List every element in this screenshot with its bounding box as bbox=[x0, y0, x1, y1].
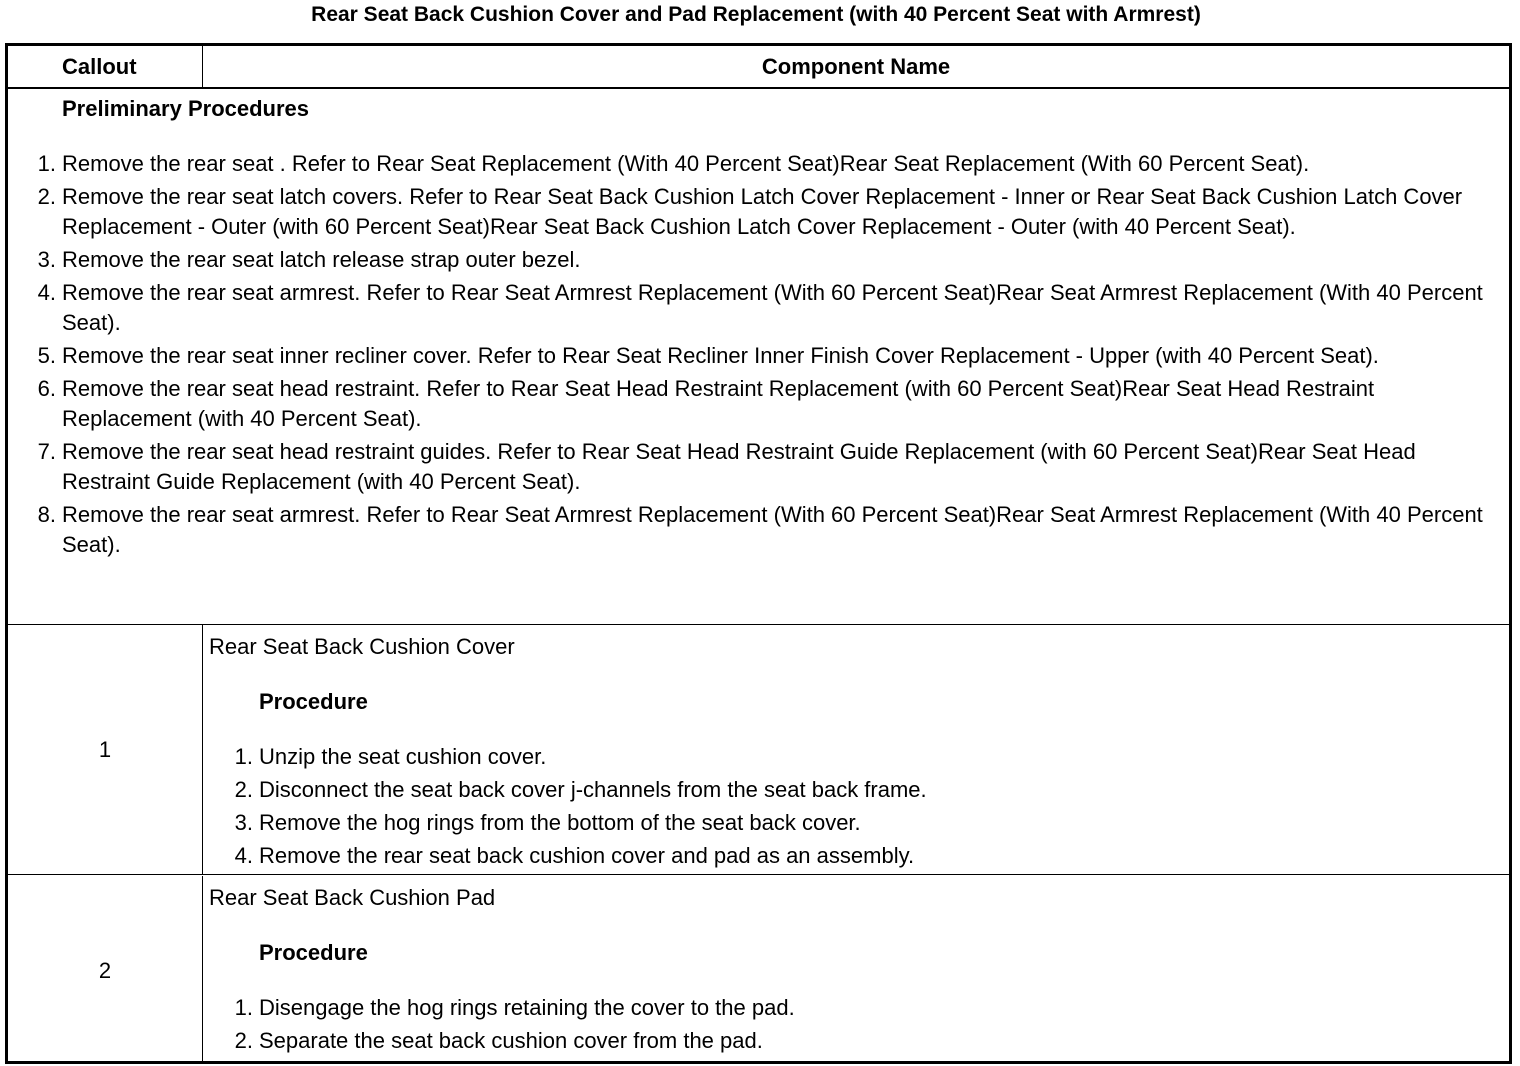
table-header-row bbox=[8, 46, 1509, 89]
list-item bbox=[37, 245, 1502, 275]
step-number: 2. bbox=[234, 777, 253, 802]
step-number: 8. bbox=[37, 502, 56, 527]
callout-column-header bbox=[8, 46, 203, 87]
list-item bbox=[37, 182, 1502, 242]
step-number: 2. bbox=[37, 184, 56, 209]
list-item bbox=[37, 437, 1502, 497]
step-number: 4. bbox=[37, 280, 56, 305]
step-text: Remove the rear seat head restraint guides. Refer to Rear Seat Head Restraint Guide Replacement (with 60 Percent Seat)Rear Seat Head Restraint Guide Replacement (with 40 Percent Seat). bbox=[62, 439, 1416, 494]
callout-header-label: Callout bbox=[62, 54, 137, 79]
callout-cell bbox=[8, 625, 203, 874]
list-item bbox=[234, 1026, 1499, 1056]
procedure-steps-list bbox=[234, 742, 1499, 874]
step-text: Remove the hog rings from the bottom of the seat back cover. bbox=[259, 810, 861, 835]
step-text: Remove the rear seat head restraint. Refer to Rear Seat Head Restraint Replacement (with 60 Percent Seat)Rear Seat Head Restraint Replacement (with 40 Percent Seat). bbox=[62, 376, 1375, 431]
component-name: Rear Seat Back Cushion Cover bbox=[209, 634, 515, 659]
list-item bbox=[234, 808, 1499, 838]
list-item bbox=[37, 278, 1502, 338]
document-title: Rear Seat Back Cushion Cover and Pad Replacement (with 40 Percent Seat with Armrest) bbox=[311, 3, 1201, 26]
step-number: 5. bbox=[37, 343, 56, 368]
list-item bbox=[37, 149, 1502, 179]
step-text: Separate the seat back cushion cover from the pad. bbox=[259, 1028, 763, 1053]
step-text: Remove the rear seat inner recliner cover. Refer to Rear Seat Recliner Inner Finish Cover Replacement - Upper (with 40 Percent Seat). bbox=[62, 343, 1379, 368]
list-item bbox=[234, 775, 1499, 805]
step-text: Remove the rear seat armrest. Refer to Rear Seat Armrest Replacement (With 60 Percent Seat)Rear Seat Armrest Replacement (With 40 Percent Seat). bbox=[62, 502, 1483, 557]
step-number: 1. bbox=[234, 995, 253, 1020]
step-number: 1. bbox=[234, 744, 253, 769]
list-item bbox=[37, 500, 1502, 560]
preliminary-procedures-title: Preliminary Procedures bbox=[62, 96, 310, 121]
step-text: Disengage the hog rings retaining the cover to the pad. bbox=[259, 995, 795, 1020]
list-item bbox=[37, 341, 1502, 371]
component-name-column-header: Component Name bbox=[761, 54, 951, 79]
step-text: Remove the rear seat latch covers. Refer to Rear Seat Back Cushion Latch Cover Replacement - Inner or Rear Seat Back Cushion Latch Cover Replacement - Outer (with 60 Percent Seat)Rear Seat Back Cushion Latch Cover Replacement - Outer (with 40 Percent Seat). bbox=[62, 184, 1463, 239]
step-text: Remove the rear seat back cushion cover and pad as an assembly. bbox=[259, 843, 915, 868]
table-row bbox=[8, 625, 1509, 875]
step-text: Remove the rear seat armrest. Refer to Rear Seat Armrest Replacement (With 60 Percent Seat)Rear Seat Armrest Replacement (With 40 Percent Seat). bbox=[62, 280, 1483, 335]
preliminary-steps-list bbox=[37, 149, 1502, 563]
procedure-steps-list bbox=[234, 993, 1499, 1059]
procedure-title: Procedure bbox=[259, 940, 368, 965]
preliminary-procedures-row bbox=[8, 89, 1509, 625]
table-row bbox=[8, 876, 1509, 1061]
step-number: 1. bbox=[37, 151, 56, 176]
step-text: Remove the rear seat . Refer to Rear Seat Replacement (With 40 Percent Seat)Rear Seat Replacement (With 60 Percent Seat). bbox=[62, 151, 1310, 176]
step-number: 3. bbox=[37, 247, 56, 272]
step-number: 4. bbox=[234, 843, 253, 868]
step-number: 3. bbox=[234, 810, 253, 835]
component-name: Rear Seat Back Cushion Pad bbox=[209, 885, 496, 910]
step-number: 6. bbox=[37, 376, 56, 401]
list-item bbox=[37, 374, 1502, 434]
step-number: 2. bbox=[234, 1028, 253, 1053]
callout-cell bbox=[8, 876, 203, 1061]
step-text: Disconnect the seat back cover j-channels from the seat back frame. bbox=[259, 777, 927, 802]
list-item bbox=[234, 841, 1499, 871]
callout-number: 1 bbox=[98, 737, 112, 762]
procedure-title: Procedure bbox=[259, 689, 368, 714]
step-number: 7. bbox=[37, 439, 56, 464]
step-text: Unzip the seat cushion cover. bbox=[259, 744, 547, 769]
callout-number: 2 bbox=[98, 958, 112, 983]
list-item bbox=[234, 742, 1499, 772]
step-text: Remove the rear seat latch release strap outer bezel. bbox=[62, 247, 581, 272]
procedure-table bbox=[5, 43, 1512, 1064]
list-item bbox=[234, 993, 1499, 1023]
